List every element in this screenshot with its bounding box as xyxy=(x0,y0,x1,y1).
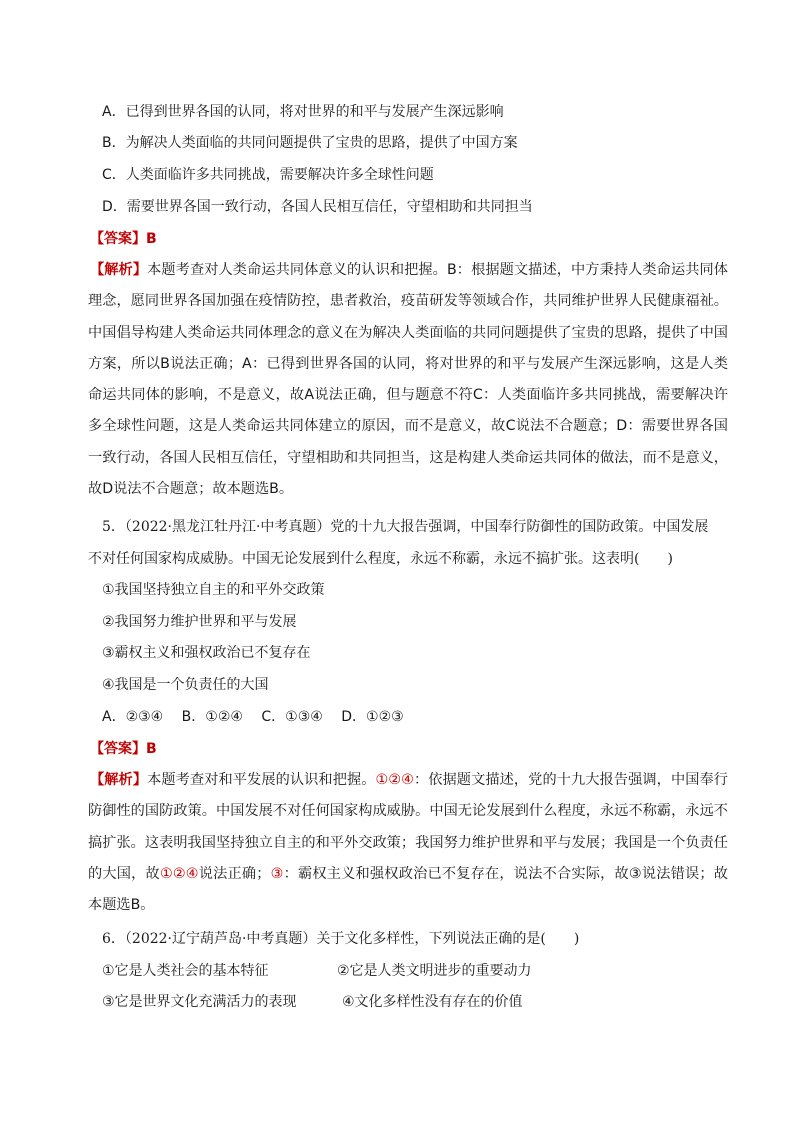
analysis-highlight: ①②④ xyxy=(375,772,414,788)
answer-tag: 【答案】 xyxy=(90,231,146,247)
q5-item-2: ②我国努力维护世界和平与发展 xyxy=(102,614,297,630)
answer-value: B xyxy=(146,741,157,757)
q5-item-4: ④我国是一个负责任的大国 xyxy=(102,677,269,693)
q5-item-1: ①我国坚持独立自主的和平外交政策 xyxy=(102,582,325,598)
q6-item-4: ④文化多样性没有存在的价值 xyxy=(342,994,523,1010)
q4-analysis xyxy=(88,255,728,505)
analysis-tag: 【解析】 xyxy=(90,262,148,278)
analysis-text: 本题考查对人类命运共同体意义的认识和把握。B：根据题文描述，中方秉持人类命运共同体理念，愿同世界各国加强在疫情防控，患者救治，疫苗研发等领域合作，共同维护世界人民健康福祉。中国倡导构建人类命运共同体理念的意义在为解决人类面临的共同问题提供了宝贵的思路，提供了中国方案，所以B说法正确；A：已得到世界各国的认同，将对世界的和平与发展产生深远影响，这是人类命运共同体的影响，不是意义，故A说法正确，但与题意不符C：人类面临许多共同挑战，需要解决许多全球性问题，这是人类命运共同体建立的原因，而不是意义，故C说法不合题意；D：需要世界各国一致行动，各国人民相互信任，守望相助和共同担当，这是构建人类命运共同体的做法，而不是意义，故D说法不合题意；故本题选B。 xyxy=(88,262,728,498)
answer-tag: 【答案】 xyxy=(90,741,146,757)
q6-item-2: ②它是人类文明进步的重要动力 xyxy=(337,963,532,979)
q4-option-b: B．为解决人类面临的共同问题提供了宝贵的思路，提供了中国方案 xyxy=(102,135,518,151)
q5-item-3: ③霸权主义和强权政治已不复存在 xyxy=(102,645,311,661)
q5-stem-line2: 不对任何国家构成威胁。中国无论发展到什么程度，永远不称霸，永远不搞扩张。这表明( ) xyxy=(88,551,673,567)
analysis-highlight: ③ xyxy=(270,865,284,882)
q5-choices: A．②③④ B．①②④ C．①③④ D．①②③ xyxy=(102,709,404,725)
q5-stem-line1: 5．（2022·黑龙江牡丹江·中考真题）党的十九大报告强调，中国奉行防御性的国防政策。中国发展 xyxy=(102,519,709,535)
analysis-text-a: 本题考查对和平发展的认识和把握。 xyxy=(147,772,376,788)
analysis-text-d: ：霸权主义和强权政治已不复存在，说法不合实际，故③说法错误；故本题选B。 xyxy=(88,865,728,914)
q4-option-d: D．需要世界各国一致行动，各国人民相互信任，守望相助和共同担当 xyxy=(102,199,533,215)
q4-option-c: C．人类面临许多共同挑战，需要解决许多全球性问题 xyxy=(102,167,434,183)
answer-value: B xyxy=(146,231,157,247)
analysis-text-c: 说法正确； xyxy=(198,865,271,882)
q5-analysis xyxy=(88,765,728,921)
q5-answer xyxy=(90,739,157,759)
analysis-tag: 【解析】 xyxy=(90,772,148,788)
analysis-highlight: ①②④ xyxy=(159,865,199,882)
q6-item-1: ①它是人类社会的基本特征 xyxy=(102,963,269,979)
q4-option-a: A．已得到世界各国的认同，将对世界的和平与发展产生深远影响 xyxy=(102,104,504,120)
analysis-text-b: ：依据题文描述，党的十九大报告强调，中国奉行防御性的国防政策。中国发展不对任何国家构成威胁。中国无论发展到什么程度，永远不称霸，永远不搞扩张。这表明我国坚持独立自主的和平外交政策；我国努力维护世界和平与发展；我国是一个负责任的大国，故 xyxy=(88,772,728,882)
q4-answer xyxy=(90,229,157,249)
q6-item-3: ③它是世界文化充满活力的表现 xyxy=(102,994,297,1010)
q6-stem: 6．（2022·辽宁葫芦岛·中考真题）关于文化多样性，下列说法正确的是( ) xyxy=(102,931,580,947)
